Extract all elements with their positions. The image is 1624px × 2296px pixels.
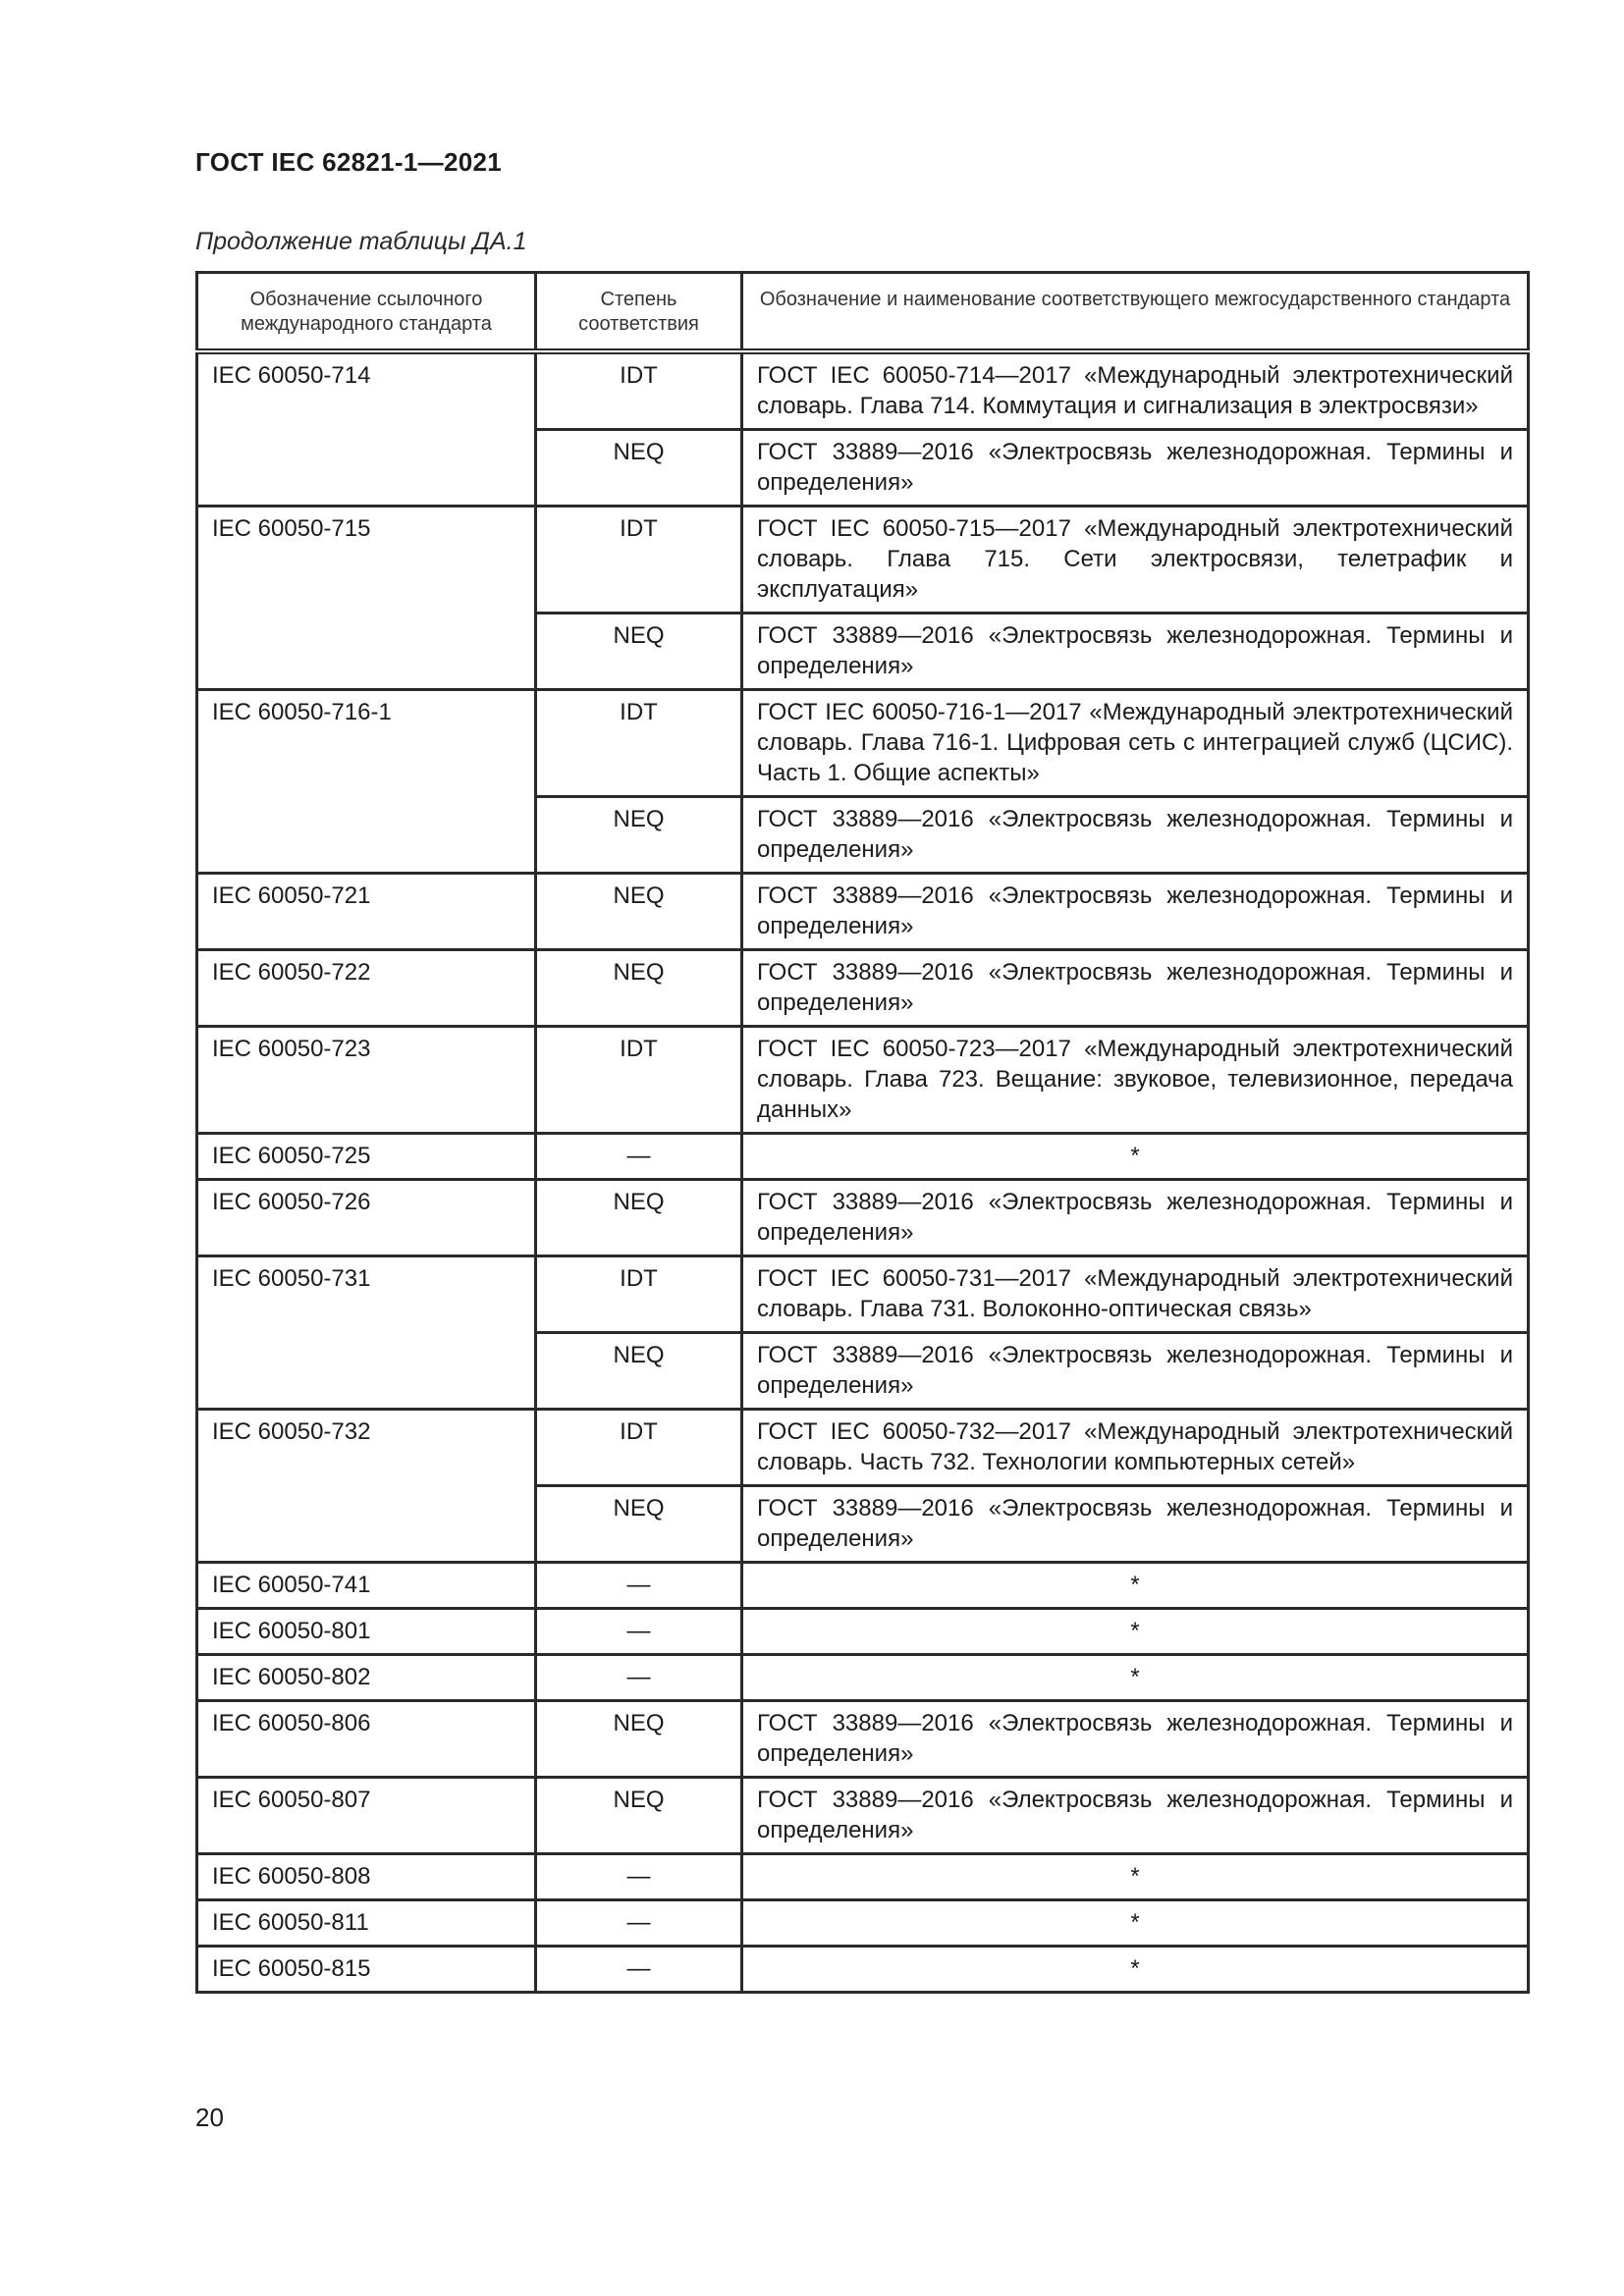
standard-cell: IEC 60050-714 xyxy=(197,351,536,507)
standard-cell: IEC 60050-806 xyxy=(197,1701,536,1778)
standard-cell: IEC 60050-731 xyxy=(197,1256,536,1410)
name-cell: ГОСТ 33889—2016 «Электросвязь железнодорожная. Термины и определения» xyxy=(742,614,1529,690)
degree-cell: NEQ xyxy=(536,797,742,874)
name-cell: ГОСТ 33889—2016 «Электросвязь железнодорожная. Термины и определения» xyxy=(742,950,1529,1027)
table-row xyxy=(197,1609,1529,1655)
table-row xyxy=(197,1027,1529,1134)
standard-cell: IEC 60050-811 xyxy=(197,1900,536,1947)
name-cell: ГОСТ IEC 60050-723—2017 «Международный электротехнический словарь. Глава 723. Вещание: звуковое, телевизионное, передача данных» xyxy=(742,1027,1529,1134)
name-cell: * xyxy=(742,1947,1529,1993)
table-row xyxy=(197,950,1529,1027)
table-row xyxy=(197,1701,1529,1778)
standard-cell: IEC 60050-808 xyxy=(197,1854,536,1900)
degree-cell: IDT xyxy=(536,1410,742,1486)
table-row xyxy=(197,1180,1529,1256)
column-header-name: Обозначение и наименование соответствующего межгосударственного стандарта xyxy=(742,273,1529,352)
degree-cell: NEQ xyxy=(536,1778,742,1854)
standard-cell: IEC 60050-723 xyxy=(197,1027,536,1134)
standard-cell: IEC 60050-725 xyxy=(197,1134,536,1180)
degree-cell: NEQ xyxy=(536,1701,742,1778)
degree-cell: — xyxy=(536,1655,742,1701)
name-cell: ГОСТ 33889—2016 «Электросвязь железнодорожная. Термины и определения» xyxy=(742,1180,1529,1256)
degree-cell: NEQ xyxy=(536,950,742,1027)
name-cell: ГОСТ IEC 60050-731—2017 «Международный электротехнический словарь. Глава 731. Волоконно-оптическая связь» xyxy=(742,1256,1529,1333)
standard-cell: IEC 60050-722 xyxy=(197,950,536,1027)
table-row xyxy=(197,507,1529,614)
degree-cell: NEQ xyxy=(536,430,742,507)
standard-cell: IEC 60050-715 xyxy=(197,507,536,690)
degree-cell: — xyxy=(536,1900,742,1947)
table-row xyxy=(197,1134,1529,1180)
standard-cell: IEC 60050-807 xyxy=(197,1778,536,1854)
degree-cell: NEQ xyxy=(536,874,742,950)
name-cell: ГОСТ IEC 60050-714—2017 «Международный электротехнический словарь. Глава 714. Коммутация и сигнализация в электросвязи» xyxy=(742,351,1529,430)
name-cell: * xyxy=(742,1900,1529,1947)
table-caption: Продолжение таблицы ДА.1 xyxy=(195,228,527,255)
degree-cell: NEQ xyxy=(536,614,742,690)
standard-cell: IEC 60050-801 xyxy=(197,1609,536,1655)
name-cell: * xyxy=(742,1854,1529,1900)
name-cell: * xyxy=(742,1609,1529,1655)
degree-cell: — xyxy=(536,1609,742,1655)
standard-cell: IEC 60050-721 xyxy=(197,874,536,950)
table-row xyxy=(197,1778,1529,1854)
document-header: ГОСТ IEC 62821-1—2021 xyxy=(195,147,502,177)
standard-cell: IEC 60050-726 xyxy=(197,1180,536,1256)
standard-cell: IEC 60050-732 xyxy=(197,1410,536,1563)
name-cell: ГОСТ IEC 60050-716-1—2017 «Международный электротехнический словарь. Глава 716-1. Цифровая сеть с интеграцией служб (ЦСИС). Часть 1. Общие аспекты» xyxy=(742,690,1529,797)
column-header-standard: Обозначение ссылочного международного стандарта xyxy=(197,273,536,352)
degree-cell: IDT xyxy=(536,690,742,797)
name-cell: ГОСТ IEC 60050-715—2017 «Международный электротехнический словарь. Глава 715. Сети электросвязи, телетрафик и эксплуатация» xyxy=(742,507,1529,614)
table-row xyxy=(197,1900,1529,1947)
standard-cell: IEC 60050-815 xyxy=(197,1947,536,1993)
degree-cell: NEQ xyxy=(536,1486,742,1563)
degree-cell: NEQ xyxy=(536,1333,742,1410)
degree-cell: IDT xyxy=(536,507,742,614)
degree-cell: IDT xyxy=(536,351,742,430)
degree-cell: IDT xyxy=(536,1256,742,1333)
name-cell: ГОСТ 33889—2016 «Электросвязь железнодорожная. Термины и определения» xyxy=(742,1701,1529,1778)
degree-cell: — xyxy=(536,1947,742,1993)
table-row xyxy=(197,874,1529,950)
name-cell: * xyxy=(742,1655,1529,1701)
name-cell: * xyxy=(742,1563,1529,1609)
degree-cell: — xyxy=(536,1854,742,1900)
column-header-degree: Степень соответствия xyxy=(536,273,742,352)
table-header-row xyxy=(197,273,1529,352)
table-row xyxy=(197,351,1529,430)
table-row xyxy=(197,1854,1529,1900)
table-row xyxy=(197,1410,1529,1486)
page-number: 20 xyxy=(195,2103,224,2132)
name-cell: ГОСТ 33889—2016 «Электросвязь железнодорожная. Термины и определения» xyxy=(742,874,1529,950)
name-cell: ГОСТ IEC 60050-732—2017 «Международный электротехнический словарь. Часть 732. Технологии компьютерных сетей» xyxy=(742,1410,1529,1486)
standard-cell: IEC 60050-716-1 xyxy=(197,690,536,874)
standards-table xyxy=(195,271,1530,1994)
table-row xyxy=(197,1256,1529,1333)
standard-cell: IEC 60050-802 xyxy=(197,1655,536,1701)
name-cell: ГОСТ 33889—2016 «Электросвязь железнодорожная. Термины и определения» xyxy=(742,797,1529,874)
name-cell: ГОСТ 33889—2016 «Электросвязь железнодорожная. Термины и определения» xyxy=(742,1778,1529,1854)
table-container xyxy=(195,271,1527,1994)
table-row xyxy=(197,690,1529,797)
degree-cell: — xyxy=(536,1563,742,1609)
table-row xyxy=(197,1563,1529,1609)
degree-cell: NEQ xyxy=(536,1180,742,1256)
name-cell: ГОСТ 33889—2016 «Электросвязь железнодорожная. Термины и определения» xyxy=(742,1486,1529,1563)
standard-cell: IEC 60050-741 xyxy=(197,1563,536,1609)
table-row xyxy=(197,1655,1529,1701)
name-cell: ГОСТ 33889—2016 «Электросвязь железнодорожная. Термины и определения» xyxy=(742,430,1529,507)
name-cell: ГОСТ 33889—2016 «Электросвязь железнодорожная. Термины и определения» xyxy=(742,1333,1529,1410)
degree-cell: IDT xyxy=(536,1027,742,1134)
name-cell: * xyxy=(742,1134,1529,1180)
table-row xyxy=(197,1947,1529,1993)
degree-cell: — xyxy=(536,1134,742,1180)
